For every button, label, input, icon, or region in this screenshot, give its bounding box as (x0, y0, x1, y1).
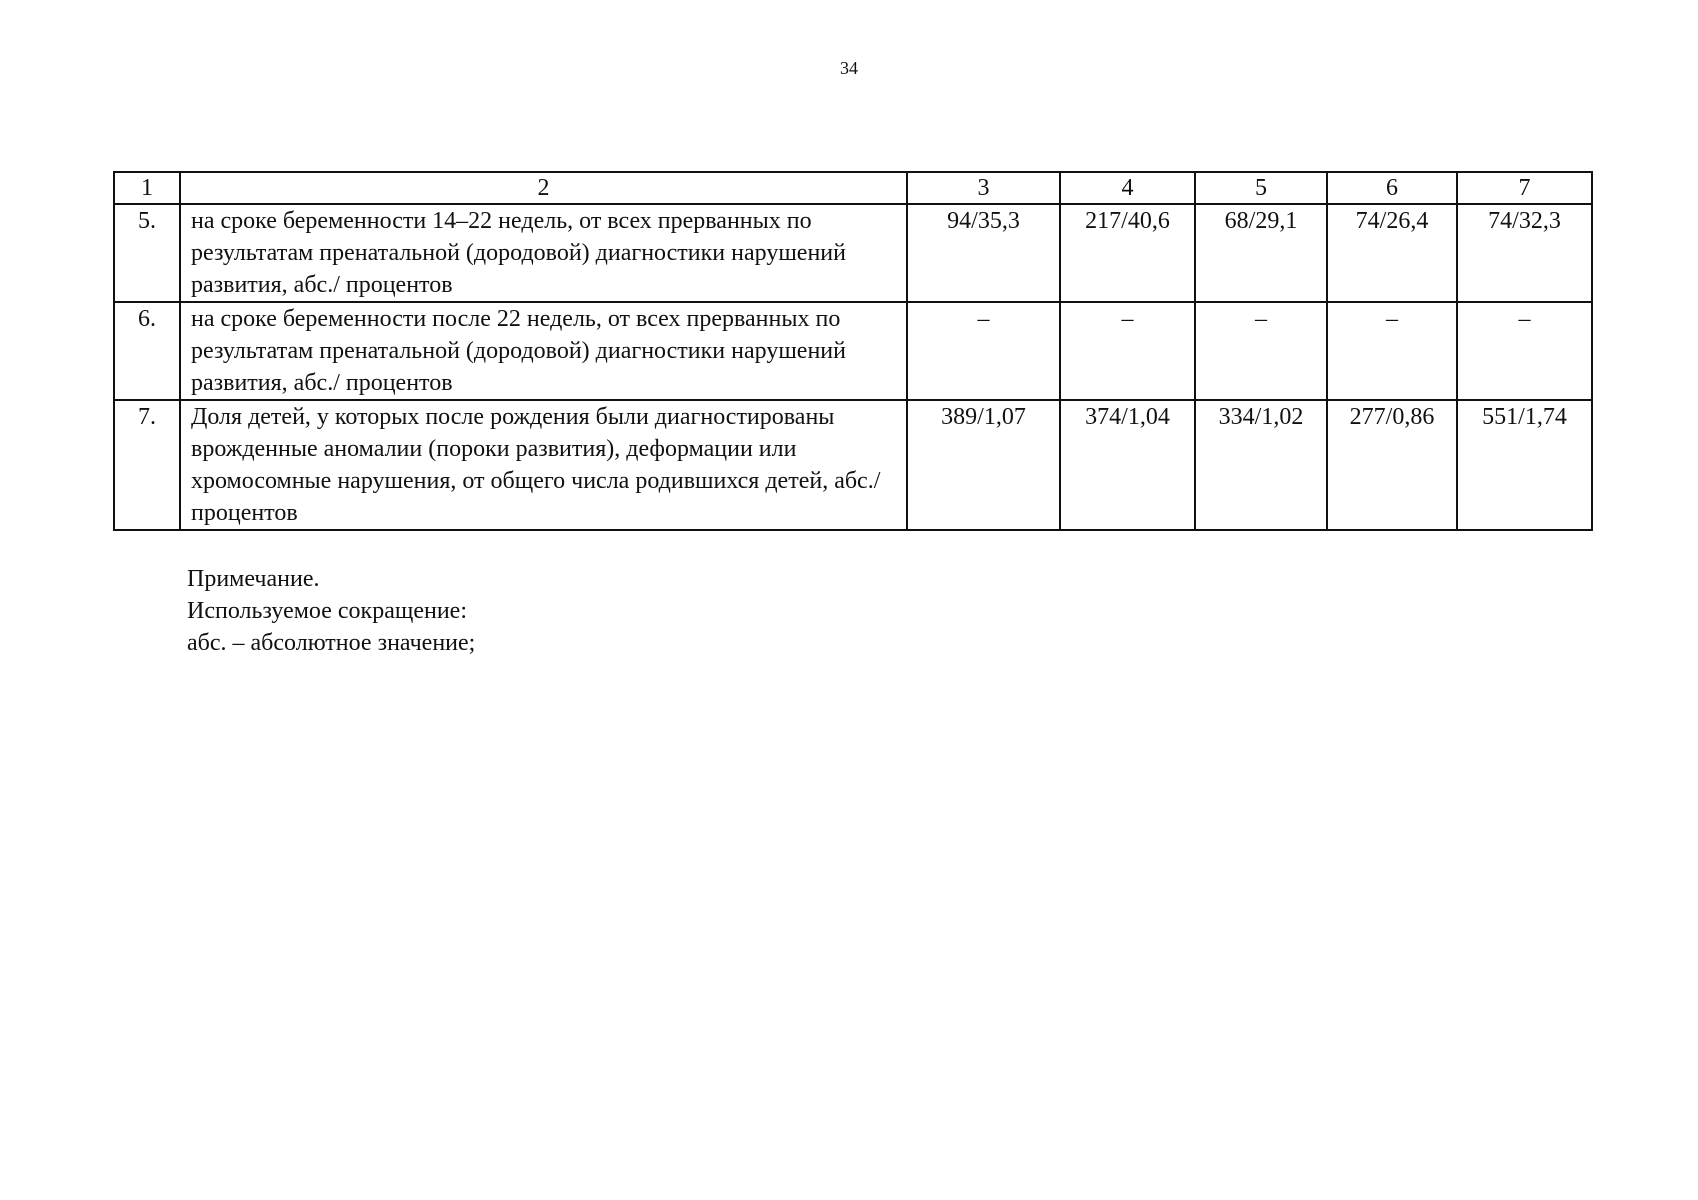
row-value: 74/26,4 (1327, 204, 1457, 302)
column-header: 4 (1060, 172, 1195, 204)
row-value: 217/40,6 (1060, 204, 1195, 302)
row-number: 6. (114, 302, 180, 400)
row-description: Доля детей, у которых после рождения были диагностированы врожденные аномалии (пороки развития), деформации или хромосомные нарушения, от общего числа родившихся детей, абс./ процентов (180, 400, 907, 530)
note-block (187, 563, 475, 659)
column-header: 7 (1457, 172, 1592, 204)
row-description: на сроке беременности 14–22 недель, от всех прерванных по результатам пренатальной (дородовой) диагностики нарушений развития, абс./ процентов (180, 204, 907, 302)
row-value: 94/35,3 (907, 204, 1060, 302)
row-value: 74/32,3 (1457, 204, 1592, 302)
note-title: Примечание. (187, 566, 320, 592)
row-description: на сроке беременности после 22 недель, от всех прерванных по результатам пренатальной (дородовой) диагностики нарушений развития, абс./ процентов (180, 302, 907, 400)
row-value: 374/1,04 (1060, 400, 1195, 530)
column-header: 2 (180, 172, 907, 204)
table-row (114, 204, 1592, 302)
row-value: 277/0,86 (1327, 400, 1457, 530)
note-subtitle: Используемое сокращение: (187, 598, 467, 624)
table-row (114, 302, 1592, 400)
row-value: – (1195, 302, 1327, 400)
row-value: 551/1,74 (1457, 400, 1592, 530)
row-value: 68/29,1 (1195, 204, 1327, 302)
table-row (114, 400, 1592, 530)
row-value: – (1060, 302, 1195, 400)
row-number: 5. (114, 204, 180, 302)
column-header: 1 (114, 172, 180, 204)
row-number: 7. (114, 400, 180, 530)
column-header: 3 (907, 172, 1060, 204)
row-value: 389/1,07 (907, 400, 1060, 530)
table-header-row (114, 172, 1592, 204)
row-value: 334/1,02 (1195, 400, 1327, 530)
row-value: – (1327, 302, 1457, 400)
row-value: – (1457, 302, 1592, 400)
data-table (113, 171, 1593, 531)
note-abbreviation: абс. – абсолютное значение; (187, 630, 476, 656)
column-header: 6 (1327, 172, 1457, 204)
row-value: – (907, 302, 1060, 400)
page-number: 34 (840, 58, 858, 78)
column-header: 5 (1195, 172, 1327, 204)
